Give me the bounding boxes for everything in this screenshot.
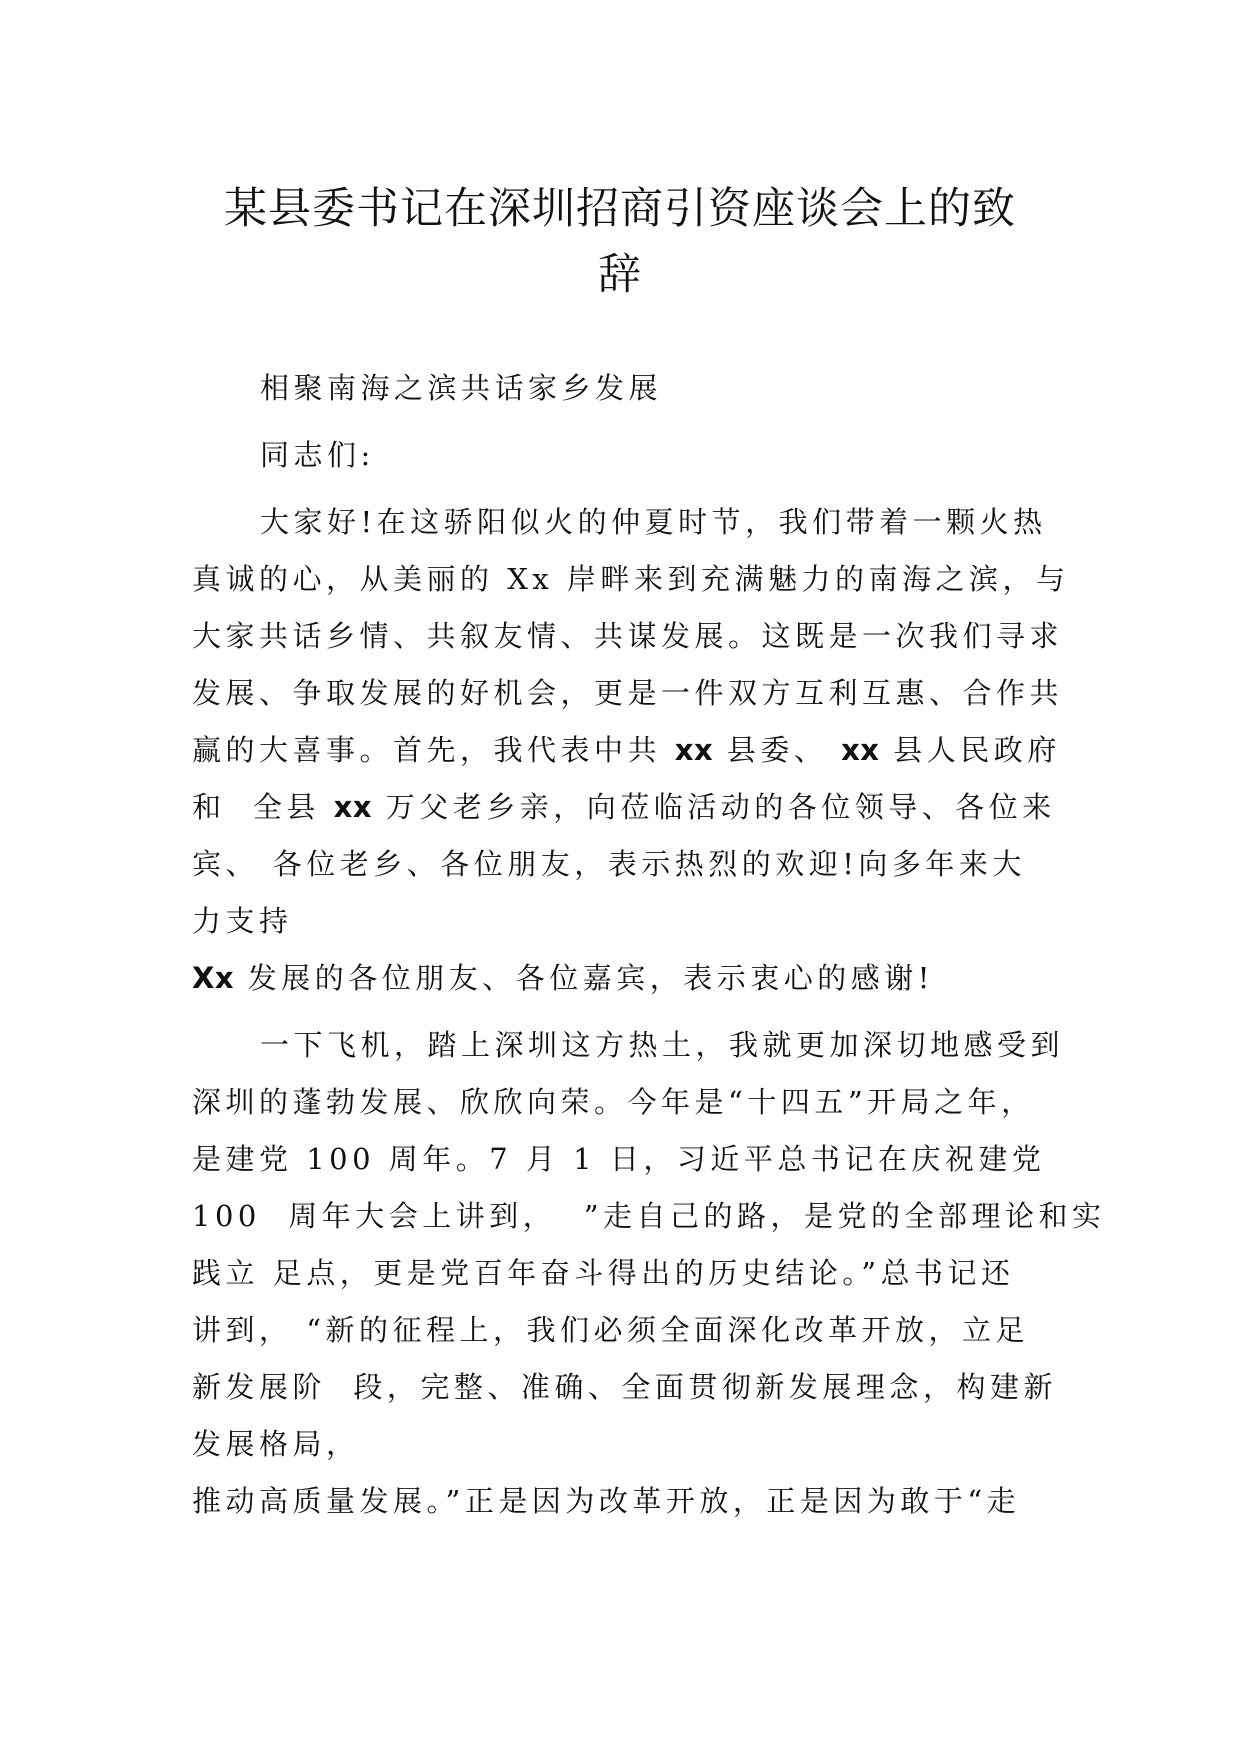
title-line-2: 辞 — [598, 250, 642, 300]
text-segment: 赢的大喜事。首先，我代表中共 — [192, 733, 675, 767]
document-title — [170, 176, 1070, 308]
text-line: 力支持 — [192, 904, 293, 938]
text-line: 真诚的心，从美丽的 Xx 岸畔来到充满魅力的南海之滨，与 — [192, 562, 1070, 596]
placeholder-bold: xx — [841, 733, 880, 767]
text-line — [192, 950, 1072, 1007]
text-line: 践立 足点，更是党百年奋斗得出的历史结论。”总书记还 — [192, 1256, 1015, 1290]
text-line: 讲到， “新的征程上，我们必须全面深化改革开放，立足 — [192, 1313, 1030, 1347]
text-segment: 万父老乡亲，向莅临活动的各位领导、各位来 — [372, 790, 1056, 824]
text-line: 深圳的蓬勃发展、欣欣向荣。今年是“十四五”开局之年， — [192, 1085, 1035, 1119]
text-segment: 和 全县 — [192, 790, 334, 824]
title-line-1: 某县委书记在深圳招商引资座谈会上的致 — [224, 184, 1016, 234]
text-segment: 发展的各位朋友、各位嘉宾，表示衷心的感谢! — [234, 961, 934, 995]
text-line: 发展、争取发展的好机会，更是一件双方互利互惠、合作共 — [192, 676, 1064, 710]
text-line: 是建党 100 周年。7 月 1 日，习近平总书记在庆祝建党 — [192, 1142, 1046, 1176]
document-body — [192, 360, 1106, 1530]
text-line: 宾、 各位老乡、各位朋友，表示热烈的欢迎!向多年来大 — [192, 847, 1026, 881]
text-line: 发展格局， — [192, 1427, 360, 1461]
paragraph-1 — [192, 494, 1072, 1007]
text-line — [192, 779, 1072, 836]
placeholder-bold: Xx — [192, 961, 235, 995]
text-line — [192, 722, 1072, 779]
paragraph-2 — [192, 1017, 1106, 1530]
text-line: 一下飞机，踏上深圳这方热土，我就更加深切地感受到 — [260, 1028, 1065, 1062]
text-line: 大家共话乡情、共叙友情、共谋发展。这既是一次我们寻求 — [192, 619, 1064, 653]
salutation: 同志们: — [260, 438, 375, 472]
text-line: 大家好!在这骄阳似火的仲夏时节，我们带着一颗火热 — [260, 505, 1047, 539]
placeholder-bold: xx — [674, 733, 714, 767]
text-line: 推动高质量发展。”正是因为改革开放，正是因为敢于“走 — [192, 1484, 1021, 1518]
subtitle: 相聚南海之滨共话家乡发展 — [260, 371, 663, 405]
text-segment: 县人民政府 — [879, 733, 1061, 767]
text-line: 新发展阶 段，完整、准确、全面贯彻新发展理念，构建新 — [192, 1370, 1057, 1404]
text-segment: 县委、 — [713, 733, 842, 767]
text-line: 100 周年大会上讲到， ”走自己的路，是党的全部理论和实 — [192, 1199, 1106, 1233]
placeholder-bold: xx — [333, 790, 373, 824]
